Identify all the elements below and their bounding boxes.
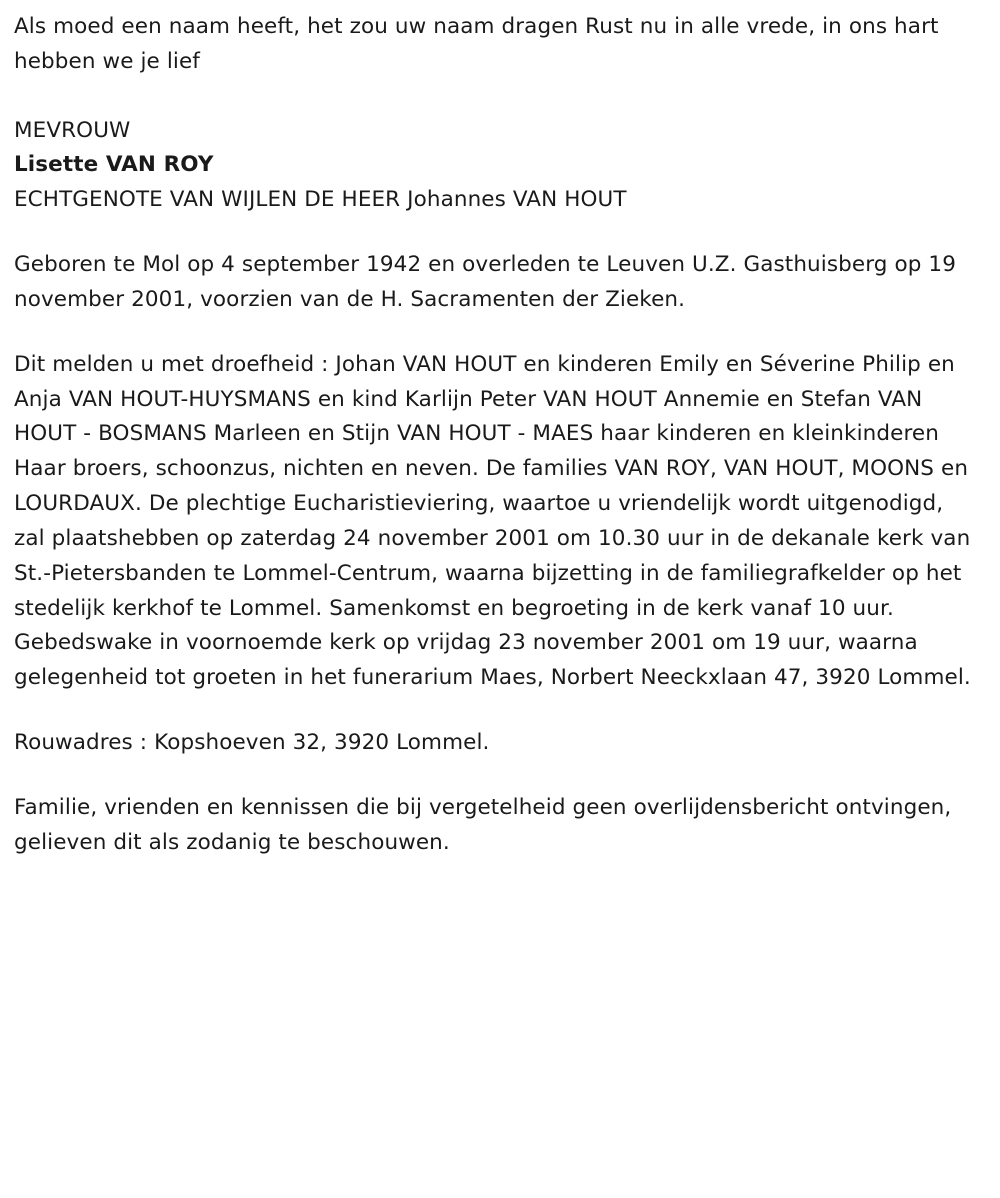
mourning-address: Rouwadres : Kopshoeven 32, 3920 Lommel. — [14, 730, 490, 756]
closing-note: Familie, vrienden en kennissen die bij vergetelheid geen overlijdensbericht ontvingen, gelieven dit als zodanig te beschouwen. — [14, 794, 952, 855]
spacer — [14, 218, 980, 248]
spacer — [14, 696, 980, 726]
announcement-text: Dit melden u met droefheid : Johan VAN HOUT en kinderen Emily en Séverine Philip en Anja VAN HOUT-HUYSMANS en kind Karlijn Peter VAN HOUT Annemie en Stefan VAN HOUT - BOSMANS Marleen en Stijn VAN HOUT - MAES haar kinderen en kleinkinderen Haar broers, schoonzus, nichten en neven. De families VAN ROY, VAN HOUT, MOONS en LOURDAUX. De plechtige Eucharistieviering, waartoe u vriendelijk wordt uitgenodigd, zal plaatshebben op zaterdag 24 november 2001 om 10.30 uur in de dekanale kerk van St.-Pietersbanden te Lommel-Centrum, waarna bijzetting in de familiegrafkelder op het stedelijk kerkhof te Lommel. Samenkomst en begroeting in de kerk vanaf 10 uur. Gebedswake in voornoemde kerk op vrijdag 23 november 2001 om 19 uur, waarna gelegenheid tot groeten in het funerarium Maes, Norbert Neeckxlaan 47, 3920 Lommel. — [14, 351, 971, 691]
memorial-verse: Als moed een naam heeft, het zou uw naam dragen Rust nu in alle vrede, in ons hart hebben we je lief — [14, 14, 939, 74]
birth-death-details: Geboren te Mol op 4 september 1942 en overleden te Leuven U.Z. Gasthuisberg op 19 november 2001, voorzien van de H. Sacramenten der Zieken. — [14, 252, 956, 312]
spacer — [14, 80, 980, 114]
spacer — [14, 318, 980, 348]
spouse-line: ECHTGENOTE VAN WIJLEN DE HEER Johannes VAN HOUT — [14, 187, 627, 213]
spacer — [14, 761, 980, 791]
honorific-line: MEVROUW — [14, 117, 131, 143]
deceased-name: Lisette VAN ROY — [14, 152, 214, 178]
